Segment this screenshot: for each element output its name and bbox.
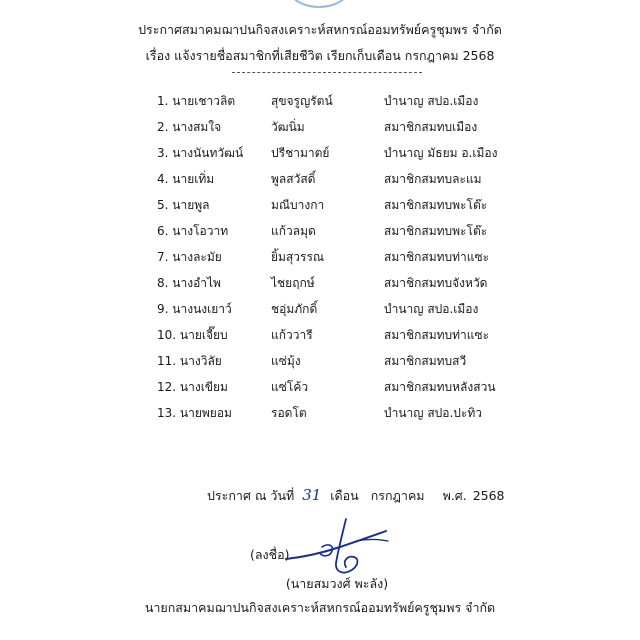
member-row — [0, 92, 640, 112]
member-surname: ปรีชามาตย์ — [271, 146, 330, 160]
year-label: พ.ศ. — [442, 488, 467, 503]
member-surname: ไชยฤกษ์ — [271, 276, 315, 290]
member-row — [0, 170, 640, 190]
member-row — [0, 144, 640, 164]
member-name: 5. นายพูล — [157, 198, 210, 212]
member-name: 9. นางนงเยาว์ — [157, 302, 232, 316]
handwritten-signature — [282, 517, 392, 579]
year-value: 2568 — [472, 488, 505, 503]
association-logo — [286, 0, 352, 8]
signer-position: นายกสมาคมฌาปนกิจสงเคราะห์สหกรณ์ออมทรัพย์ครูชุมพร จำกัด — [144, 600, 496, 615]
handwritten-day: 31 — [302, 486, 322, 504]
member-status: บำนาญ สปอ.ปะทิว — [384, 406, 483, 420]
member-row — [0, 248, 640, 268]
deceased-members-list — [0, 92, 640, 432]
member-status: สมาชิกสมทบหลังสวน — [384, 380, 496, 394]
member-row — [0, 196, 640, 216]
member-name: 12. นางเขียม — [157, 380, 228, 394]
member-surname: ชอุ่มภักดิ์ — [271, 302, 318, 316]
header-divider — [232, 72, 422, 73]
member-status: สมาชิกสมทบเมือง — [384, 120, 478, 134]
member-status: สมาชิกสมทบพะโต๊ะ — [384, 224, 488, 238]
announcement-title: ประกาศสมาคมฌาปนกิจสงเคราะห์สหกรณ์ออมทรัพย์ครูชุมพร จำกัด — [138, 22, 502, 37]
signed-label: (ลงชื่อ) — [250, 547, 290, 562]
date-label: ประกาศ ณ วันที่ — [207, 488, 295, 503]
member-status: สมาชิกสมทบสวี — [384, 354, 467, 368]
member-surname: แซ่โค้ว — [271, 380, 309, 394]
member-row — [0, 352, 640, 372]
member-surname: วัฒนิ่ม — [271, 120, 305, 134]
member-name: 3. นางนันทวัฒน์ — [157, 146, 244, 160]
member-row — [0, 274, 640, 294]
member-name: 11. นางวิลัย — [157, 354, 222, 368]
signer-name: (นายสมวงศ์ พะลัง) — [285, 576, 389, 591]
member-status: บำนาญ สปอ.เมือง — [384, 302, 479, 316]
member-surname: แซ่มุ้ง — [271, 354, 301, 368]
member-row — [0, 222, 640, 242]
member-surname: พูลสวัสดิ์ — [271, 172, 316, 186]
announcement-subject: เรื่อง แจ้งรายชื่อสมาชิกที่เสียชีวิต เรียกเก็บเดือน กรกฎาคม 2568 — [145, 48, 495, 63]
member-surname: ยิ้มสุวรรณ — [271, 250, 325, 264]
member-name: 7. นางละมัย — [157, 250, 222, 264]
member-status: บำนาญ มัธยม อ.เมือง — [384, 146, 498, 160]
member-row — [0, 378, 640, 398]
member-status: สมาชิกสมทบท่าแซะ — [384, 250, 490, 264]
member-status: บำนาญ สปอ.เมือง — [384, 94, 479, 108]
member-surname: แก้ววารี — [271, 328, 313, 342]
member-status: สมาชิกสมทบท่าแซะ — [384, 328, 490, 342]
member-surname: แก้วลมุด — [271, 224, 316, 238]
member-name: 1. นายเชาวลิต — [157, 94, 236, 108]
month-value: กรกฎาคม — [370, 488, 425, 503]
member-surname: สุขจรูญรัตน์ — [271, 94, 333, 108]
member-status: สมาชิกสมทบละแม — [384, 172, 482, 186]
member-row — [0, 118, 640, 138]
member-name: 8. นางอำไพ — [157, 276, 221, 290]
member-row — [0, 404, 640, 424]
announcement-date — [207, 486, 505, 506]
member-status: สมาชิกสมทบพะโต๊ะ — [384, 198, 488, 212]
member-name: 6. นางโอวาท — [157, 224, 229, 238]
member-name: 13. นายพยอม — [157, 406, 232, 420]
month-label: เดือน — [330, 488, 359, 503]
member-row — [0, 326, 640, 346]
member-name: 4. นายเทิ่ม — [157, 172, 215, 186]
member-surname: มณีบางกา — [271, 198, 325, 212]
member-status: สมาชิกสมทบจังหวัด — [384, 276, 488, 290]
member-name: 10. นายเจี๊ยบ — [157, 328, 228, 342]
member-surname: รอดโต — [271, 406, 307, 420]
member-name: 2. นางสมใจ — [157, 120, 222, 134]
member-row — [0, 300, 640, 320]
